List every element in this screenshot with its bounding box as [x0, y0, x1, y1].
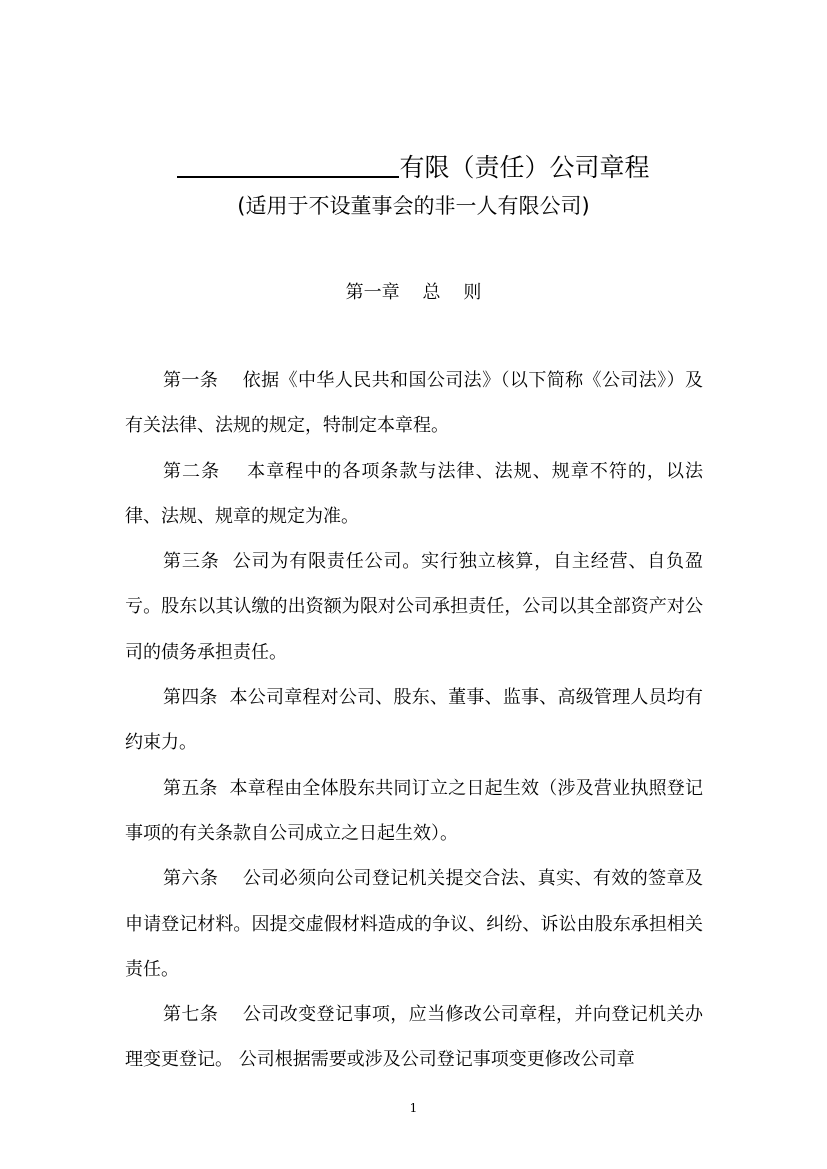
article-text: 公司为有限责任公司。实行独立核算，自主经营、自负盈亏。股东以其认缴的出资额为限对公司承担责任，公司以其全部资产对公司的债务承担责任。 [125, 551, 703, 663]
article-6 [125, 856, 703, 992]
document-title [0, 146, 827, 186]
chapter-heading: 第一章 总 则 [345, 282, 482, 303]
document-subtitle: (适用于不设董事会的非一人有限公司) [237, 194, 590, 218]
company-name-blank [177, 146, 399, 178]
article-label: 第五条 [163, 777, 230, 799]
article-2 [125, 449, 703, 540]
article-label: 第二条 [163, 460, 248, 482]
article-text: 公司必须向公司登记机关提交合法、真实、有效的签章及申请登记材料。因提交虚假材料造成的争议、纠纷、诉讼由股东承担相关责任。 [125, 868, 704, 980]
article-7 [125, 992, 703, 1083]
article-text: 公司改变登记事项，应当修改公司章程，并向登记机关办理变更登记。 公司根据需要或涉及公司登记事项变更修改公司章 [125, 1004, 704, 1071]
article-4 [125, 675, 703, 766]
article-text: 本公司章程对公司、股东、董事、监事、高级管理人员均有约束力。 [125, 687, 703, 754]
document-body [125, 358, 703, 1083]
article-label: 第一条 [163, 370, 243, 391]
page-number: 1 [409, 1101, 418, 1115]
article-label: 第六条 [163, 868, 243, 890]
article-text: 本章程由全体股东共同订立之日起生效（涉及营业执照登记事项的有关条款自公司成立之日起生效）。 [125, 777, 703, 844]
article-5 [125, 766, 703, 857]
article-label: 第七条 [163, 1004, 243, 1026]
article-3 [125, 539, 703, 675]
article-text: 本章程中的各项条款与法律、法规、规章不符的，以法律、法规、规章的规定为准。 [125, 460, 704, 527]
article-1 [125, 358, 703, 449]
article-label: 第四条 [163, 687, 230, 709]
title-suffix: 有限（责任）公司章程 [399, 153, 650, 182]
article-label: 第三条 [163, 551, 233, 573]
article-text: 依据《中华人民共和国公司法》（以下简称《公司法》）及有关法律、法规的规定，特制定本章程。 [125, 370, 704, 437]
